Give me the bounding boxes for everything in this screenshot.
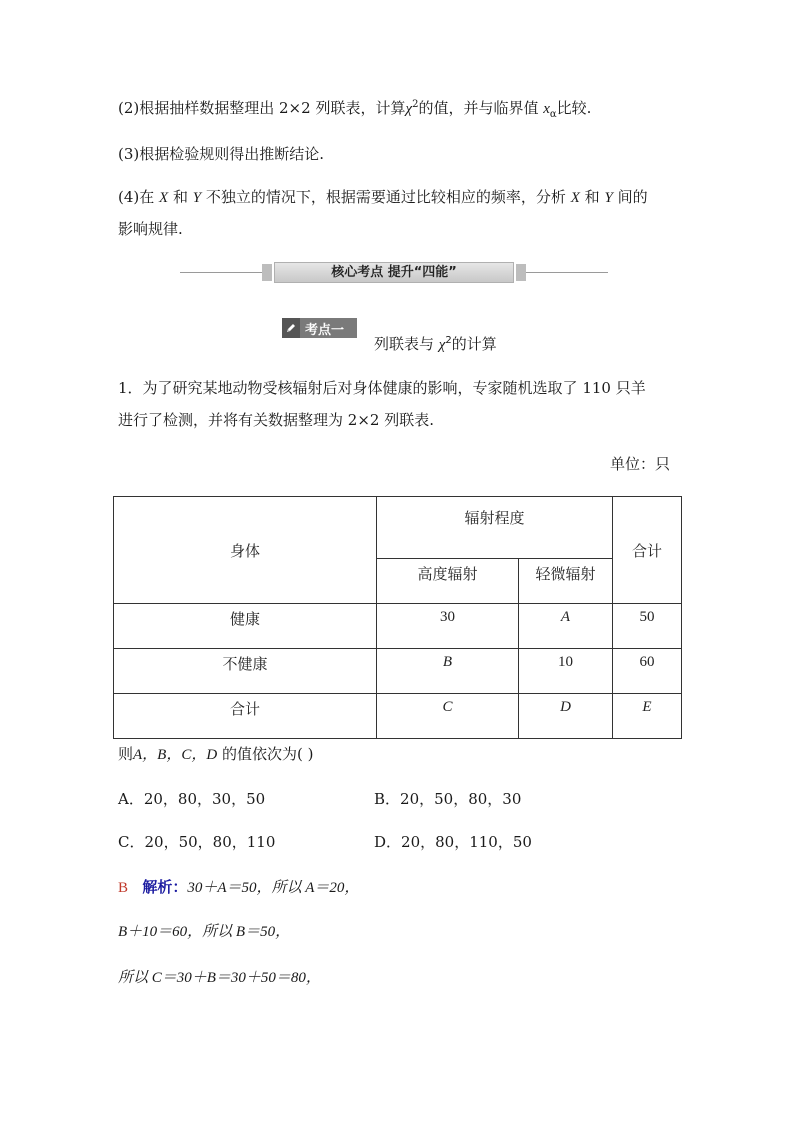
cell-low: 10 — [519, 649, 613, 694]
banner-rule-left — [180, 272, 262, 273]
step-2-suffix: 比较. — [556, 99, 592, 117]
solution-2: B＋10＝60，所以 B＝50， — [118, 924, 291, 940]
step-3: (3)根据检验规则得出推断结论. — [118, 145, 325, 163]
section-banner: 核心考点 提升“四能” — [274, 262, 514, 283]
step-4-line-2: 影响规律. — [118, 220, 183, 238]
answer-letter: B — [118, 880, 129, 896]
option-c[interactable]: C．20，50，80，110 — [118, 833, 276, 851]
table-row — [114, 604, 682, 649]
question-ask — [118, 743, 313, 764]
step-2-prefix: (2)根据抽样数据整理出 2×2 列联表，计算 — [118, 99, 406, 117]
cell-high: C — [377, 694, 519, 739]
cell-high: 30 — [377, 604, 519, 649]
solution-1: 30＋A＝50，所以 A＝20， — [187, 880, 360, 896]
kaodian-label: 考点一 — [305, 322, 345, 338]
header-total: 合计 — [613, 497, 682, 604]
alpha-subscript: α — [549, 109, 557, 120]
contingency-table — [113, 496, 682, 739]
var-y-2: Y — [604, 190, 613, 206]
option-b[interactable]: B．20，50，80，30 — [374, 790, 522, 808]
chi-symbol: χ — [405, 101, 413, 117]
header-body: 身体 — [114, 497, 377, 604]
step-4-e: 间的 — [617, 188, 648, 206]
kaodian-title-b: 的计算 — [451, 335, 497, 353]
kaodian-badge — [282, 318, 357, 338]
var-x-2: X — [570, 190, 580, 206]
cell-high: B — [377, 649, 519, 694]
step-4-a: (4)在 — [118, 188, 155, 206]
cell-total: 60 — [613, 649, 682, 694]
step-4-b: 和 — [172, 188, 188, 206]
step-4-c: 不独立的情况下，根据需要通过比较相应的频率，分析 — [205, 188, 566, 206]
row-label: 合计 — [114, 694, 377, 739]
banner-rule-right — [526, 272, 608, 273]
option-a[interactable]: A．20，80，30，50 — [118, 790, 266, 808]
step-2-mid: 的值，并与临界值 — [418, 99, 539, 117]
step-4 — [118, 186, 648, 207]
answer-label: 解析： — [142, 878, 188, 896]
header-group: 辐射程度 — [377, 497, 613, 559]
question-line-1: 1．为了研究某地动物受核辐射后对身体健康的影响，专家随机选取了 110 只羊 — [118, 379, 646, 397]
sub-high: 高度辐射 — [377, 559, 519, 604]
kaodian-chi: χ — [438, 337, 446, 353]
kaodian-chi-exp: 2 — [445, 335, 452, 346]
kaodian-title-a: 列联表与 — [374, 335, 435, 353]
sub-low: 轻微辐射 — [519, 559, 613, 604]
table-row — [114, 694, 682, 739]
cell-low: A — [519, 604, 613, 649]
unit-label: 单位：只 — [610, 455, 671, 473]
var-x: X — [159, 190, 169, 206]
chi-exponent: 2 — [412, 99, 419, 110]
option-d[interactable]: D．20，80，110，50 — [374, 833, 532, 851]
step-4-d: 和 — [584, 188, 600, 206]
banner-cap-right — [516, 264, 526, 281]
ask-a: 则 — [118, 745, 134, 763]
kaodian-title — [374, 333, 497, 354]
table-row — [114, 649, 682, 694]
row-label: 不健康 — [114, 649, 377, 694]
cell-low: D — [519, 694, 613, 739]
var-y: Y — [192, 190, 202, 206]
cell-total: 50 — [613, 604, 682, 649]
solution-3: 所以 C＝30＋B＝30＋50＝80， — [118, 970, 321, 986]
banner-cap-left — [262, 264, 272, 281]
row-label: 健康 — [114, 604, 377, 649]
step-2 — [118, 97, 591, 120]
ask-b: 的值依次为( ) — [221, 745, 314, 763]
pencil-icon — [282, 318, 300, 338]
ask-vars: A，B，C，D — [133, 747, 218, 763]
x-symbol: x — [543, 101, 550, 117]
question-line-2: 进行了检测，并将有关数据整理为 2×2 列联表. — [118, 411, 434, 429]
answer-line-1 — [118, 876, 359, 897]
cell-total: E — [613, 694, 682, 739]
